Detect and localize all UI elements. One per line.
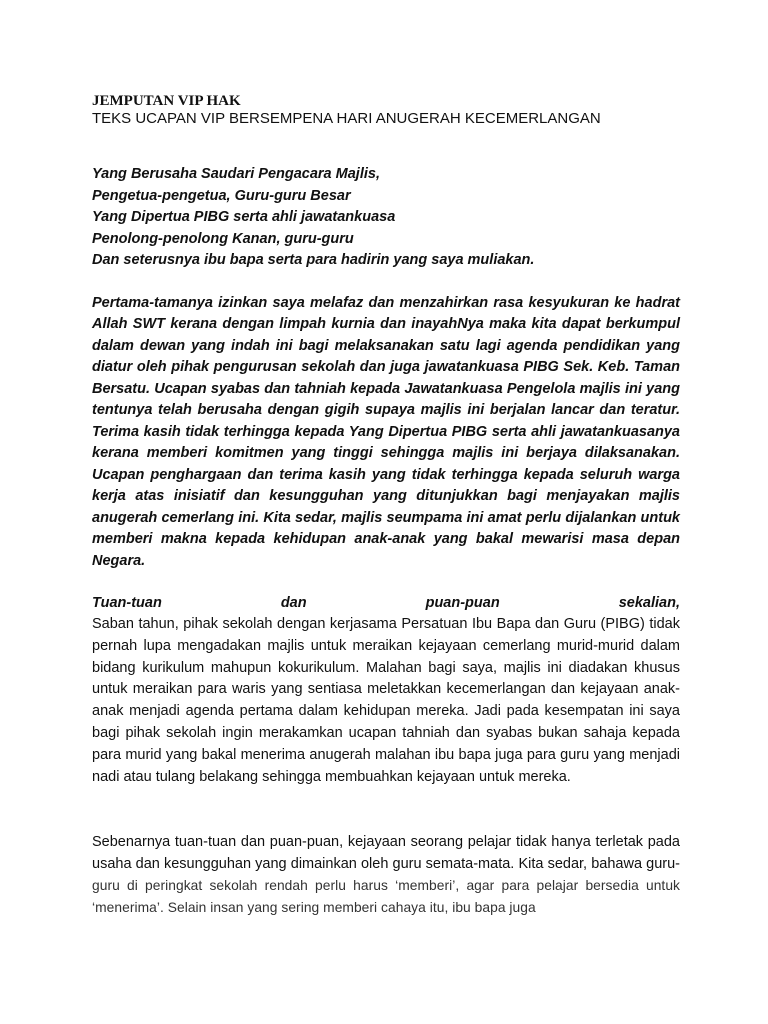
greeting-line: Yang Berusaha Saudari Pengacara Majlis, <box>92 166 380 182</box>
greeting-line: Pengetua-pengetua, Guru-guru Besar <box>92 187 351 204</box>
greeting-line: Penolong-penolong Kanan, guru-guru <box>92 230 354 247</box>
address-line <box>92 593 680 614</box>
address-word: puan-puan <box>425 595 500 611</box>
closing-paragraph <box>92 831 680 919</box>
greeting-block <box>92 164 680 272</box>
address-word: dan <box>280 595 307 611</box>
address-word: sekalian, <box>618 595 680 611</box>
closing-paragraph-continued: guru di peringkat sekolah rendah perlu harus ‘memberi’, agar para pelajar bersedia untuk ‘menerima’. Selain insan yang sering memberi cahaya itu, ibu bapa juga <box>92 878 680 916</box>
document-page <box>92 92 680 919</box>
greeting-line: Yang Dipertua PIBG serta ahli jawatankuasa <box>92 209 396 225</box>
document-title: JEMPUTAN VIP HAK <box>92 93 241 109</box>
greeting-line: Dan seterusnya ibu bapa serta para hadirin yang saya muliakan. <box>92 252 535 268</box>
address-word: Tuan-tuan <box>92 595 162 611</box>
closing-paragraph-text: Sebenarnya tuan-tuan dan puan-puan, kejayaan seorang pelajar tidak hanya terletak pada usaha dan kesungguhan yang dimainkan oleh guru semata-mata. Kita sedar, bahawa guru- <box>92 834 680 873</box>
opening-paragraph: Pertama-tamanya izinkan saya melafaz dan menzahirkan rasa kesyukuran ke hadrat Allah SWT kerana dengan limpah kurnia dan inayahNya maka kita dapat berkumpul dalam dewan yang indah ini bagi melaksanakan satu lagi agenda pendidikan yang diatur oleh pihak pengurusan sekolah dan juga jawatankuasa PIBG Sek. Keb. Taman Bersatu. Ucapan syabas dan tahniah kepada Jawatankuasa Pengelola majlis ini yang tentunya telah berusaha dengan gigih supaya majlis ini berjalan lancar dan teratur. Terima kasih tidak terhingga kepada Yang Dipertua PIBG serta ahli jawatankuasanya kerana memberi komitmen yang tinggi sehingga majlis ini berjaya dilaksanakan. Ucapan penghargaan dan terima kasih yang tidak terhingga kepada seluruh warga kerja atas inisiatif dan kesungguhan yang ditunjukkan bagi menjayakan majlis anugerah cemerlang ini. Kita sedar, majlis seumpama ini amat perlu dijalankan untuk memberi makna kepada kehidupan anak-anak yang bakal mewarisi masa depan Negara. <box>92 294 680 569</box>
document-subtitle: TEKS UCAPAN VIP BERSEMPENA HARI ANUGERAH KECEMERLANGAN <box>92 110 601 127</box>
body-paragraph: Saban tahun, pihak sekolah dengan kerjasama Persatuan Ibu Bapa dan Guru (PIBG) tidak pernah lupa mengadakan majlis untuk meraikan kejayaan cemerlang murid-murid dalam bidang kurikulum mahupun kokurikulum. Malahan bagi saya, majlis ini diadakan khusus untuk meraikan para waris yang sentiasa meletakkan kecemerlangan dan kejayaan anak-anak menjadi agenda pertama dalam kehidupan mereka. Jadi pada kesempatan ini saya bagi pihak sekolah ingin merakamkan ucapan tahniah dan syabas bukan sahaja kepada para murid yang bakal menerima anugerah malahan ibu bapa juga para guru yang menjadi nadi atau tulang belakang sehingga membuahkan kejayaan untuk mereka. <box>92 616 680 785</box>
